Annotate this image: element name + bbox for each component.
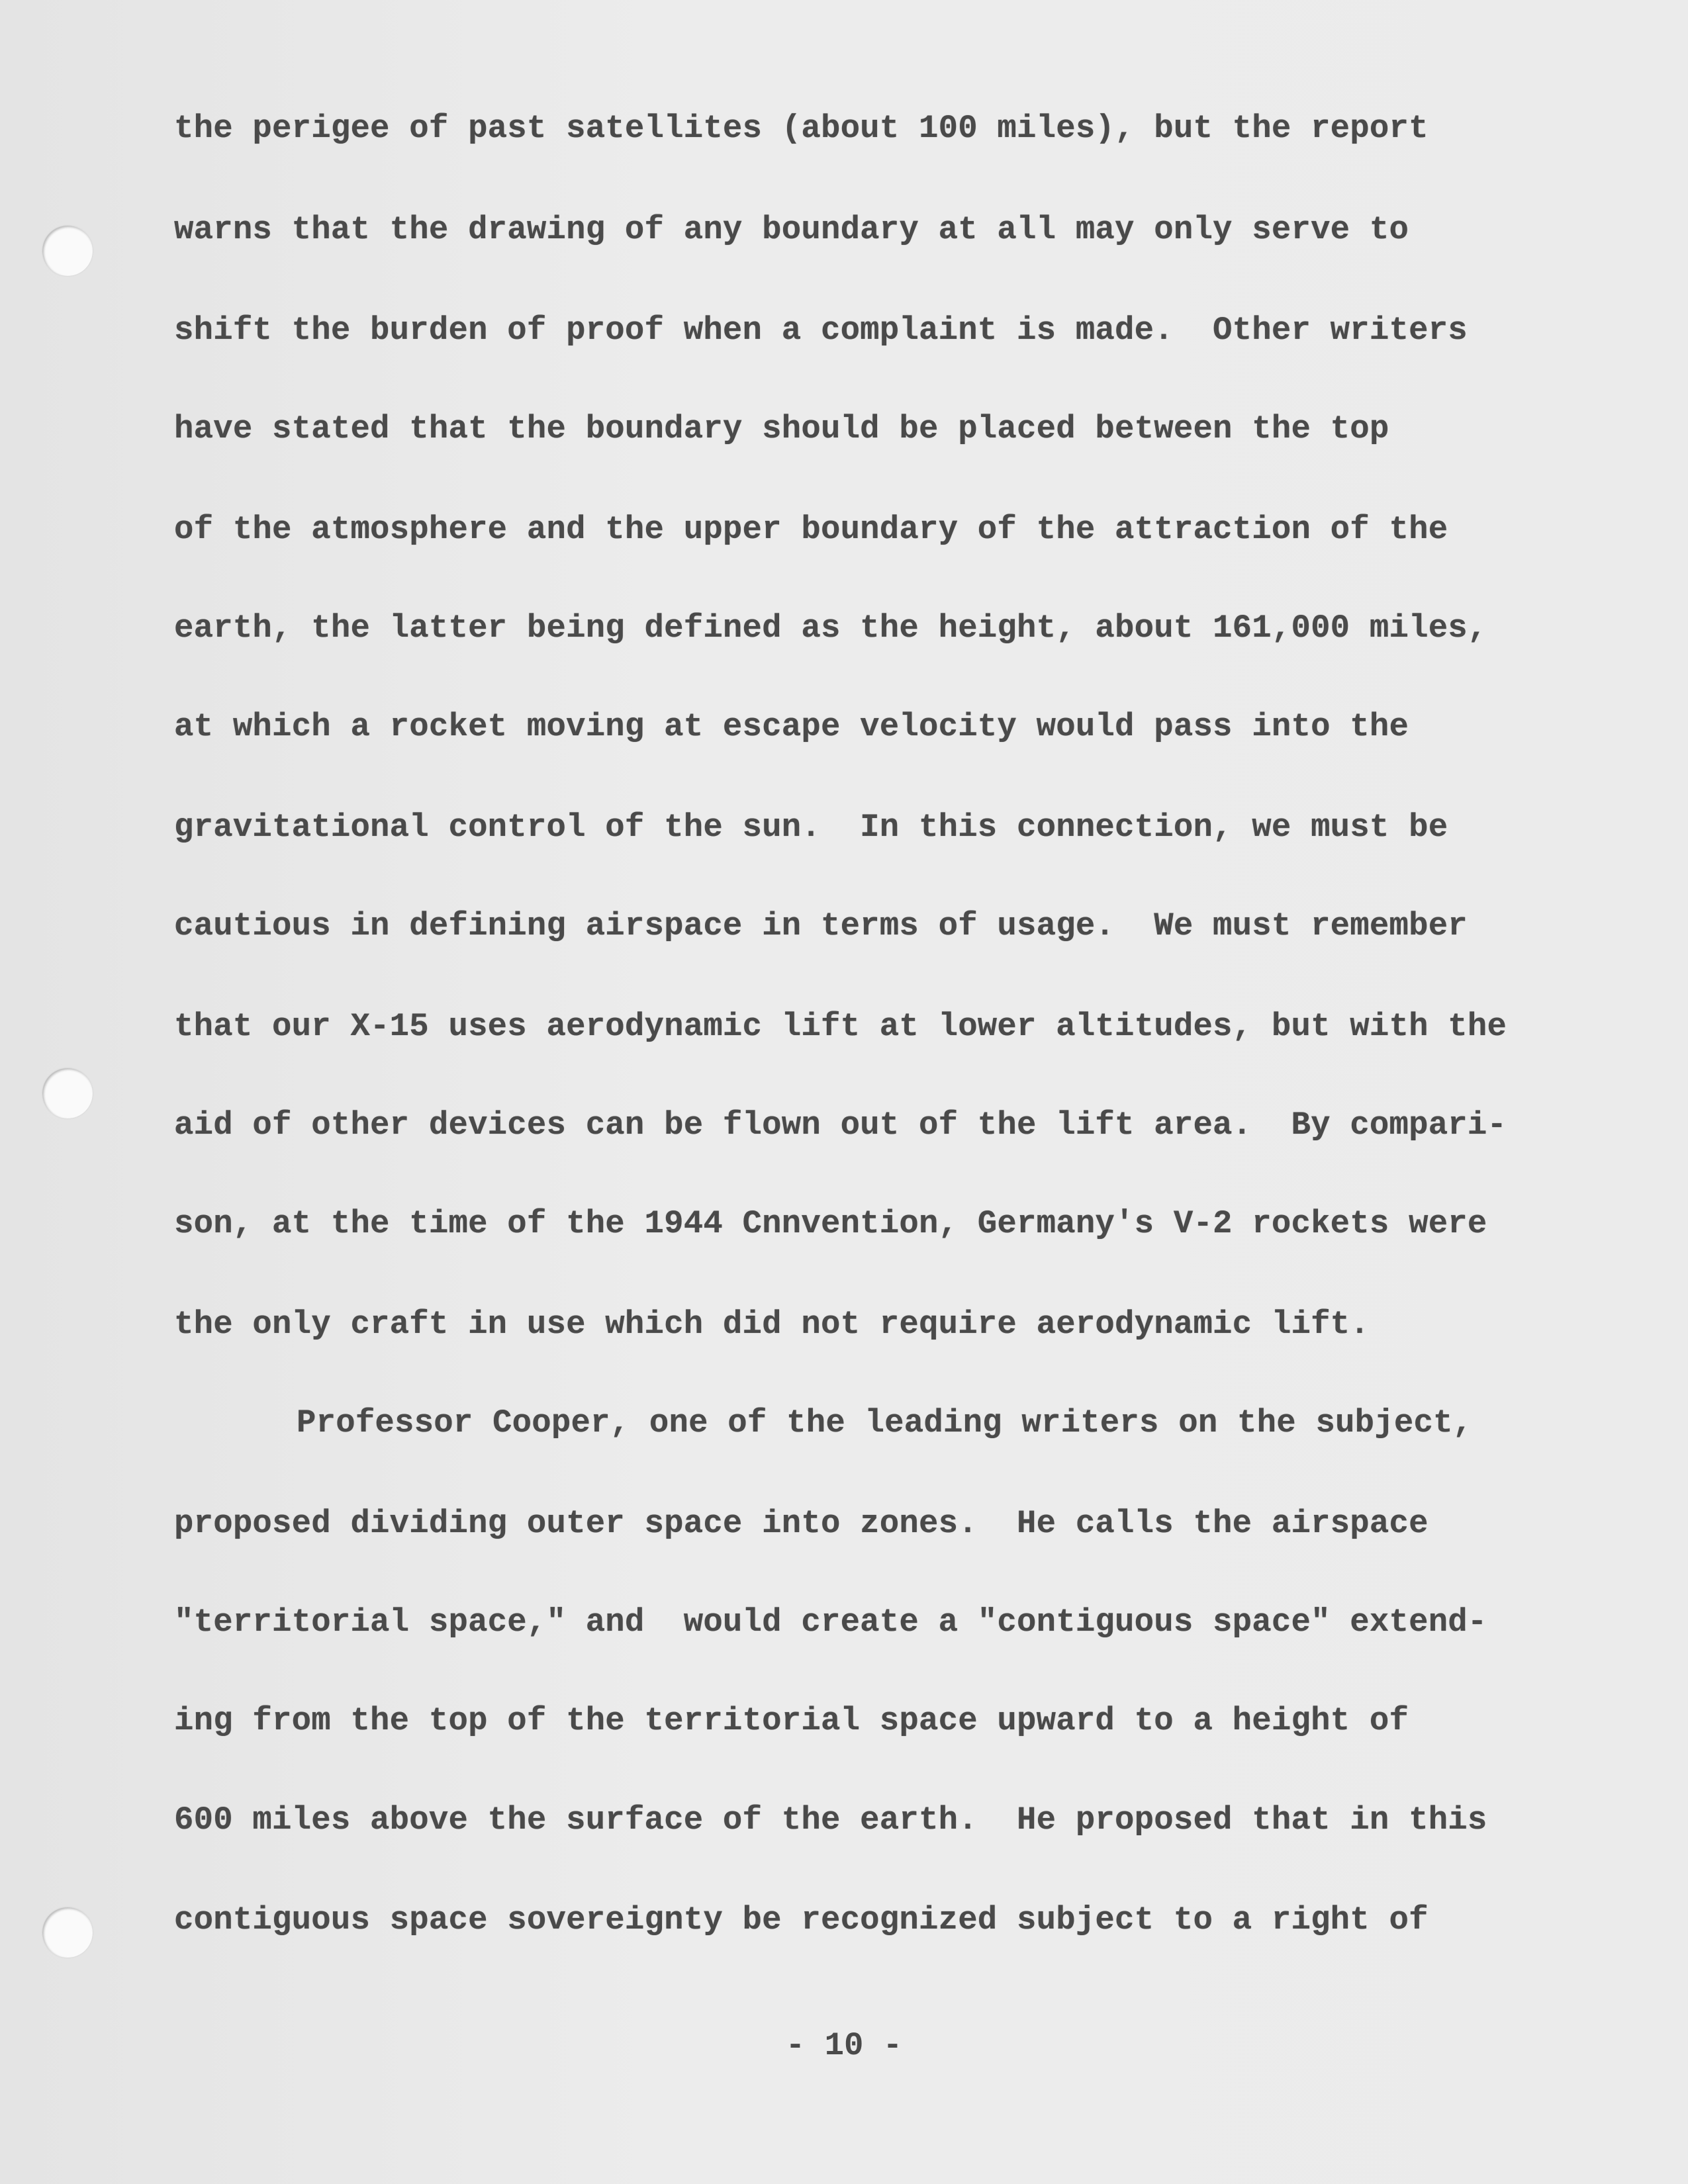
text-line: aid of other devices can be flown out of the lift area. By compari-: [174, 1107, 1507, 1144]
page-number: - 10 -: [785, 2027, 903, 2064]
text-line: 600 miles above the surface of the earth. He proposed that in this: [174, 1801, 1487, 1839]
text-line: ing from the top of the territorial space upward to a height of: [174, 1702, 1409, 1739]
text-line: gravitational control of the sun. In this connection, we must be: [174, 809, 1448, 846]
punch-hole: [42, 226, 93, 276]
punch-hole: [42, 1068, 93, 1118]
text-line: the perigee of past satellites (about 100 miles), but the report: [174, 110, 1429, 147]
text-line: shift the burden of proof when a complaint is made. Other writers: [174, 312, 1468, 349]
text-line: earth, the latter being defined as the height, about 161,000 miles,: [174, 610, 1487, 647]
text-line: the only craft in use which did not require aerodynamic lift.: [174, 1306, 1370, 1343]
text-line: son, at the time of the 1944 Cnnvention, Germany's V-2 rockets were: [174, 1205, 1487, 1242]
text-line: that our X-15 uses aerodynamic lift at lower altitudes, but with the: [174, 1008, 1507, 1045]
text-line: "territorial space," and would create a "contiguous space" extend-: [174, 1604, 1487, 1641]
text-line: Professor Cooper, one of the leading writers on the subject,: [297, 1404, 1473, 1441]
punch-hole: [42, 1907, 93, 1958]
text-line: at which a rocket moving at escape velocity would pass into the: [174, 708, 1409, 745]
text-line: cautious in defining airspace in terms of usage. We must remember: [174, 907, 1468, 944]
text-line: warns that the drawing of any boundary at all may only serve to: [174, 211, 1409, 248]
text-line: have stated that the boundary should be placed between the top: [174, 410, 1389, 447]
text-line: proposed dividing outer space into zones. He calls the airspace: [174, 1505, 1429, 1542]
text-line: contiguous space sovereignty be recognized subject to a right of: [174, 1901, 1429, 1938]
text-line: of the atmosphere and the upper boundary of the attraction of the: [174, 511, 1448, 548]
